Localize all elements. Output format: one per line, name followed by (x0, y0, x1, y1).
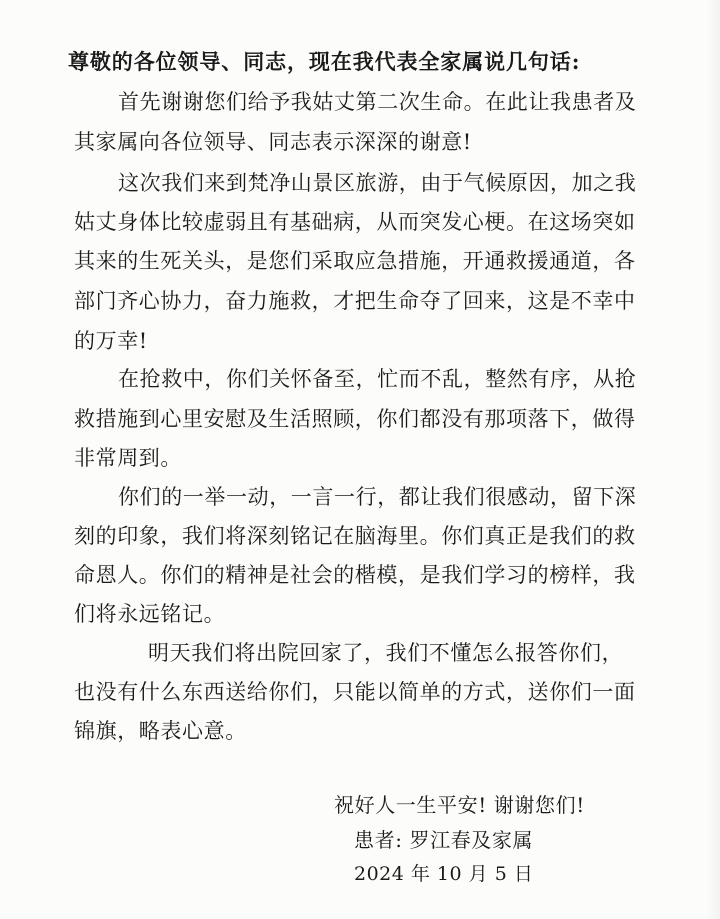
paragraph-4-line-3: 命恩人。你们的精神是社会的楷模，是我们学习的榜样，我 (74, 563, 636, 587)
letter-date: 2024 年 10 月 5 日 (354, 863, 534, 885)
paragraph-2-line-1: 这次我们来到梵净山景区旅游，由于气候原因，加之我 (118, 171, 637, 195)
paragraph-5-line-3: 锦旗，略表心意。 (74, 719, 247, 743)
letter-greeting: 尊敬的各位领导、同志，现在我代表全家属说几句话: (68, 49, 581, 74)
paragraph-2-line-5: 的万幸! (74, 329, 148, 353)
paragraph-1-line-1: 首先谢谢您们给予我姑丈第二次生命。在此让我患者及 (118, 90, 637, 114)
paragraph-3-line-2: 救措施到心里安慰及生活照顾，你们都没有那项落下，做得 (74, 407, 636, 431)
paragraph-5-line-1: 明天我们将出院回家了，我们不懂怎么报答你们， (148, 641, 624, 665)
paragraph-1-line-2: 其家属向各位领导、同志表示深深的谢意! (74, 130, 472, 154)
paragraph-2-line-3: 其来的生死关头，是您们采取应急措施，开通救援通道，各 (74, 249, 636, 273)
paragraph-4-line-4: 们将永远铭记。 (74, 602, 226, 626)
paragraph-2-line-4: 部门齐心协力，奋力施救，才把生命夺了回来，这是不幸中 (74, 289, 636, 313)
paragraph-3-line-1: 在抢救中，你们关怀备至，忙而不乱，整然有序，从抢 (118, 367, 637, 391)
paragraph-4-line-2: 刻的印象，我们将深刻铭记在脑海里。你们真正是我们的救 (74, 524, 636, 548)
paragraph-5-line-2: 也没有什么东西送给你们，只能以简单的方式，送你们一面 (74, 680, 636, 704)
closing-wishes: 祝好人一生平安! 谢谢您们! (334, 793, 585, 817)
paragraph-3-line-3: 非常周到。 (74, 446, 182, 470)
signature: 患者: 罗江春及家属 (354, 828, 534, 852)
paragraph-2-line-2: 姑丈身体比较虚弱且有基础病，从而突发心梗。在这场突如 (74, 210, 636, 234)
paragraph-4-line-1: 你们的一举一动，一言一行，都让我们很感动，留下深 (118, 485, 637, 509)
